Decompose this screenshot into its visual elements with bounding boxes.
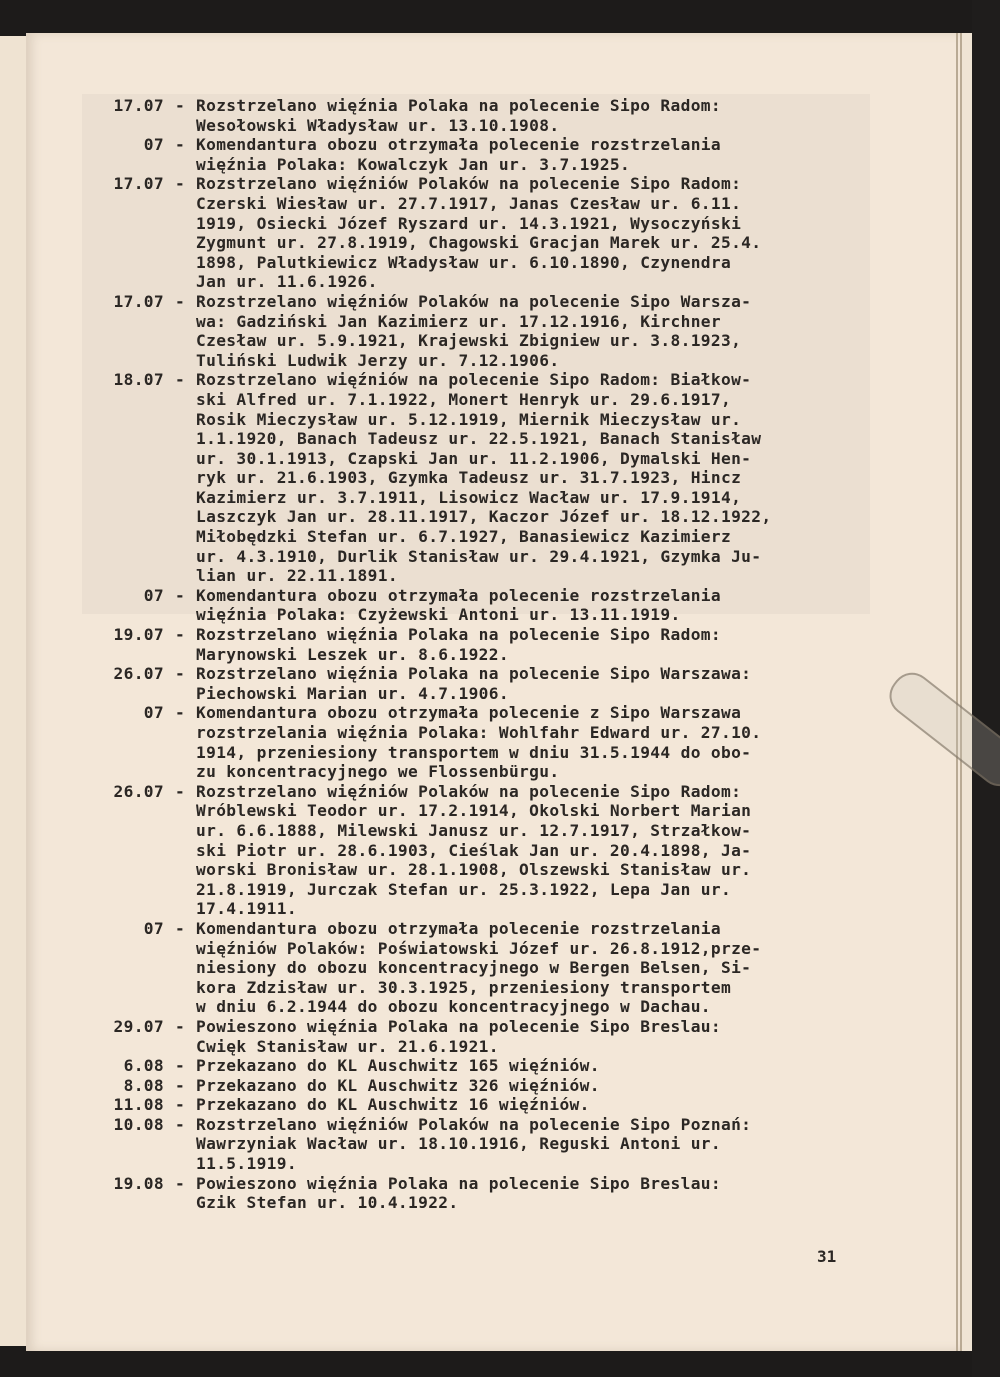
chronology-entry [92, 370, 872, 586]
entry-dash: - [174, 291, 186, 311]
entry-text: Rozstrzelano więźnia Polaka na polecenie Sipo Radom: Wesołowski Władysław ur. 13.10.1908. [196, 96, 721, 135]
entry-text: Komendantura obozu otrzymała polecenie rozstrzelania więźniów Polaków: Poświatowski Józef ur. 26.8.1912,prze- niesiony do obozu koncentracyjnego w Bergen Belsen, Si- kora Zdzisław ur. 30.3.1925, przeniesiony transportem w dniu 6.2.1944 do obozu koncentracyjnego w Dachau. [196, 918, 762, 1017]
entry-text: Rozstrzelano więźniów Polaków na polecenie Sipo Radom: Czerski Wiesław ur. 27.7.1917, Janas Czesław ur. 6.11. 1919, Osiecki Józef Ryszard ur. 14.3.1921, Wysoczyński Zygmunt ur. 27.8.1919, Chagowski Gracjan Marek ur. 25.4. 1898, Palutkiewicz Władysław ur. 6.10.1890, Czynendra Jan ur. 11.6.1926. [196, 174, 762, 292]
entry-text: Komendantura obozu otrzymała polecenie z Sipo Warszawa rozstrzelania więźnia Polaka: Wohlfahr Edward ur. 27.10. 1914, przeniesiony transportem w dniu 31.5.1944 do obo- zu koncentracyjnego we Flossenbürgu. [196, 703, 762, 782]
entry-date: 07 [143, 135, 164, 155]
entry-dash: - [174, 781, 186, 801]
entry-text: Komendantura obozu otrzymała polecenie rozstrzelania więźnia Polaka: Czyżewski Antoni ur. 13.11.1919. [196, 585, 721, 625]
page-right-edge [962, 33, 972, 1351]
chronology-entry [92, 96, 872, 135]
entry-dash: - [174, 1075, 186, 1095]
entry-dash: - [174, 96, 186, 115]
entry-text: Rozstrzelano więźniów Polaków na polecenie Sipo Warsza- wa: Gadziński Jan Kazimierz ur. 17.12.1916, Kirchner Czesław ur. 5.9.1921, Krajewski Zbigniew ur. 3.8.1923, Tuliński Ludwik Jerzy ur. 7.12.1906. [196, 291, 752, 370]
left-page-edge [0, 36, 27, 1346]
entry-text: Przekazano do KL Auschwitz 326 więźniów. [196, 1075, 600, 1095]
entry-date: 10.08 [113, 1114, 164, 1134]
chronology-entry [92, 625, 872, 664]
entry-date: 17.07 [113, 174, 164, 194]
entry-text: Rozstrzelano więźnia Polaka na polecenie Sipo Warszawa: Piechowski Marian ur. 4.7.1906. [196, 664, 752, 703]
entry-text: Powieszono więźnia Polaka na polecenie Sipo Breslau: Cwięk Stanisław ur. 21.6.1921. [196, 1016, 721, 1056]
entry-text: Rozstrzelano więźniów na polecenie Sipo Radom: Białkow- ski Alfred ur. 7.1.1922, Monert Henryk ur. 29.6.1917, Rosik Mieczysław ur. 5.12.1919, Miernik Mieczysław ur. 1.1.1920, Banach Tadeusz ur. 22.5.1921, Banach Stanisław ur. 30.1.1913, Czapski Jan ur. 11.2.1906, Dymalski Hen- ryk ur. 21.6.1903, Gzymka Tadeusz ur. 31.7.1923, Hincz Kazimierz ur. 3.7.1911, Lisowicz Wacław ur. 17.9.1914, Laszczyk Jan ur. 28.11.1917, Kaczor Józef ur. 18.12.1922, Miłobędzki Stefan ur. 6.7.1927, Banasiewicz Kazimierz ur. 4.3.1910, Durlik Stanisław ur. 29.4.1921, Gzymka Ju- lian ur. 22.11.1891. [196, 370, 772, 586]
chronology-entry [92, 1095, 872, 1115]
entry-text: Przekazano do KL Auschwitz 16 więźniów. [196, 1095, 590, 1115]
page-number: 31 [817, 1247, 837, 1266]
chronology-entry [92, 586, 872, 625]
scan-background [972, 0, 1000, 1377]
entry-dash: - [174, 585, 186, 605]
chronology-entry [92, 135, 872, 174]
chronology-entry [92, 1115, 872, 1174]
entry-text: Powieszono więźnia Polaka na polecenie Sipo Breslau: Gzik Stefan ur. 10.4.1922. [196, 1173, 721, 1213]
entry-date: 26.07 [113, 664, 164, 684]
entry-dash: - [174, 625, 186, 645]
entry-date: 07 [143, 703, 164, 723]
entry-dash: - [174, 664, 186, 684]
entry-dash: - [174, 370, 186, 390]
chronology-entry [92, 174, 872, 292]
chronology-entry [92, 703, 872, 781]
chronology-entry [92, 292, 872, 370]
chronology-entry [92, 1174, 872, 1213]
entry-date: 11.08 [113, 1095, 164, 1115]
entry-date: 6.08 [123, 1056, 164, 1076]
chronology-entry [92, 782, 872, 919]
entry-date: 19.08 [113, 1173, 164, 1193]
entry-dash: - [174, 174, 186, 194]
entry-dash: - [174, 918, 186, 938]
entry-dash: - [174, 1114, 186, 1134]
entry-text: Przekazano do KL Auschwitz 165 więźniów. [196, 1056, 600, 1076]
entry-text: Komendantura obozu otrzymała polecenie rozstrzelania więźnia Polaka: Kowalczyk Jan ur. 3.7.1925. [196, 135, 721, 174]
entry-date: 8.08 [123, 1075, 164, 1095]
entry-date: 17.07 [113, 96, 164, 115]
entry-text: Rozstrzelano więźnia Polaka na polecenie Sipo Radom: Marynowski Leszek ur. 8.6.1922. [196, 625, 721, 664]
chronology-entry [92, 1017, 872, 1056]
entry-date: 07 [143, 585, 164, 605]
chronology-entry [92, 919, 872, 1017]
entry-date: 26.07 [113, 781, 164, 801]
entry-dash: - [174, 1056, 186, 1076]
chronology-entry [92, 1076, 872, 1096]
entry-date: 07 [143, 918, 164, 938]
entry-date: 18.07 [113, 370, 164, 390]
entry-dash: - [174, 1016, 186, 1036]
entry-text: Rozstrzelano więźniów Polaków na polecenie Sipo Radom: Wróblewski Teodor ur. 17.2.1914, Okolski Norbert Marian ur. 6.6.1888, Milewski Janusz ur. 12.7.1917, Strzałkow- ski Piotr ur. 28.6.1903, Cieślak Jan ur. 20.4.1898, Ja- worski Bronisław ur. 28.1.1908, Olszewski Stanisław ur. 21.8.1919, Jurczak Stefan ur. 25.3.1922, Lepa Jan ur. 17.4.1911. [196, 781, 752, 919]
entry-dash: - [174, 135, 186, 155]
entry-dash: - [174, 703, 186, 723]
entry-date: 17.07 [113, 291, 164, 311]
entry-date: 19.07 [113, 625, 164, 645]
entry-dash: - [174, 1095, 186, 1115]
entry-dash: - [174, 1173, 186, 1193]
chronology-entry [92, 1056, 872, 1076]
entry-date: 29.07 [113, 1016, 164, 1036]
chronology-entry [92, 664, 872, 703]
chronology-list [92, 96, 872, 1213]
entry-text: Rozstrzelano więźniów Polaków na polecenie Sipo Poznań: Wawrzyniak Wacław ur. 18.10.1916, Reguski Antoni ur. 11.5.1919. [196, 1114, 752, 1174]
page-edge-line [956, 33, 958, 1351]
